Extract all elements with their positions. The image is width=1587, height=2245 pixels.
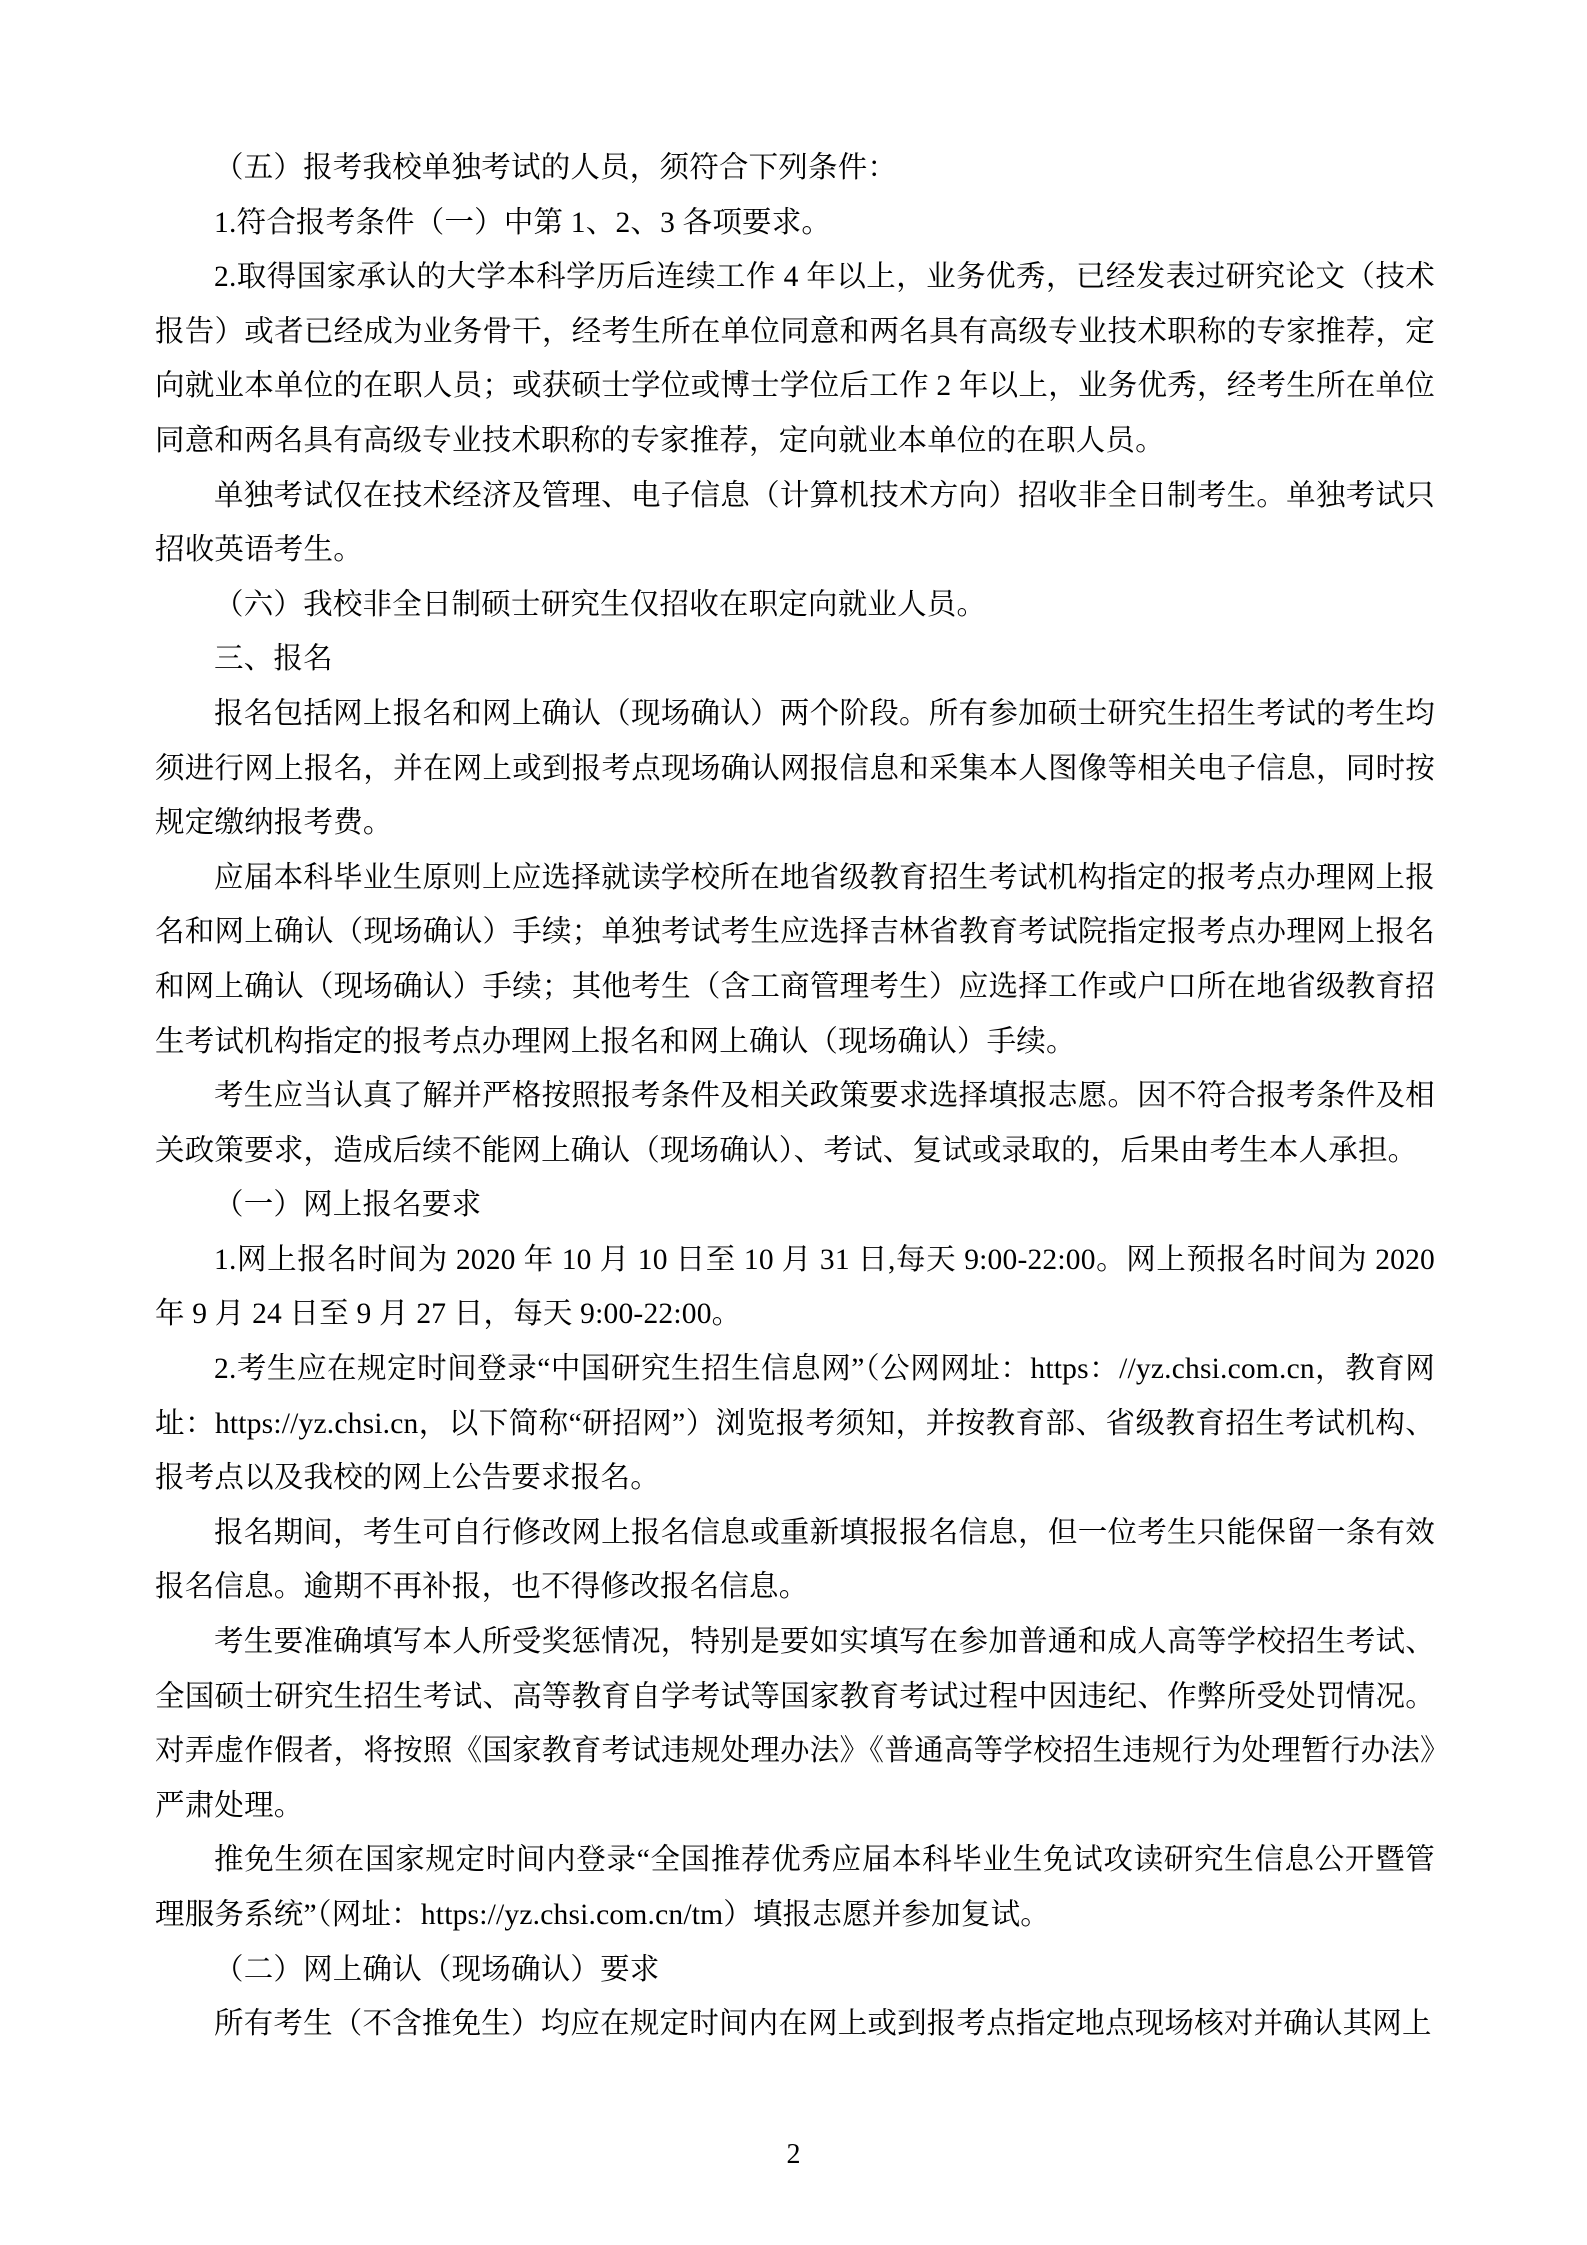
paragraph-item-2: 2.取得国家承认的大学本科学历后连续工作 4 年以上，业务优秀，已经发表过研究论文（技术报告）或者已经成为业务骨干，经考生所在单位同意和两名具有高级专业技术职称的专家推荐，定向就业本单位的在职人员；或获硕士学位或博士学位后工作 2 年以上，业务优秀，经考生所在单位同意和两名具有高级专业技术职称的专家推荐，定向就业本单位的在职人员。: [155, 261, 1435, 457]
section-3-title: 三、报名: [214, 643, 333, 676]
subsection-2-heading: （二）网上确认（现场确认）要求: [214, 1953, 660, 1986]
paragraph-rewards-punishments: 考生要准确填写本人所受奖惩情况，特别是要如实填写在参加普通和成人高等学校招生考试、全国硕士研究生招生考试、高等教育自学考试等国家教育考试过程中因违纪、作弊所受处罚情况。对弄虚作假者，将按照《国家教育考试违规处理办法》《普通高等学校招生违规行为处理暂行办法》严肃处理。: [155, 1626, 1435, 1822]
paragraph-6-heading: （六）我校非全日制硕士研究生仅招收在职定向就业人员。: [214, 588, 987, 621]
paragraph-tuimian: 推免生须在国家规定时间内登录“全国推荐优秀应届本科毕业生免试攻读研究生信息公开暨管理服务系统”（网址：https://yz.chsi.com.cn/tm）填报志愿并参加复试。: [155, 1844, 1435, 1931]
paragraph-item-1: 1.符合报考条件（一）中第 1、2、3 各项要求。: [214, 206, 832, 239]
paragraph-registration-overview: 报名包括网上报名和网上确认（现场确认）两个阶段。所有参加硕士研究生招生考试的考生均须进行网上报名，并在网上或到报考点现场确认网报信息和采集本人图像等相关电子信息，同时按规定缴纳报考费。: [155, 697, 1435, 840]
paragraph-modify-info: 报名期间，考生可自行修改网上报名信息或重新填报报名信息，但一位考生只能保留一条有效报名信息。逾期不再补报，也不得修改报名信息。: [155, 1516, 1435, 1604]
paragraph-online-time: 1.网上报名时间为 2020 年 10 月 10 日至 10 月 31 日,每天 9:00-22:00。网上预报名时间为 2020 年 9 月 24 日至 9 月 27 日，每天 9:00-22:00。: [155, 1243, 1435, 1331]
paragraph-exam-site-selection: 应届本科毕业生原则上应选择就读学校所在地省级教育招生考试机构指定的报考点办理网上报名和网上确认（现场确认）手续；单独考试考生应选择吉林省教育考试院指定报考点办理网上报名和网上确认（现场确认）手续；其他考生（含工商管理考生）应选择工作或户口所在地省级教育招生考试机构指定的报考点办理网上报名和网上确认（现场确认）手续。: [155, 861, 1435, 1058]
document-body: [155, 141, 1435, 2052]
paragraph-5-heading: （五）报考我校单独考试的人员，须符合下列条件：: [214, 152, 898, 184]
paragraph-single-exam: 单独考试仅在技术经济及管理、电子信息（计算机技术方向）招收非全日制考生。单独考试只招收英语考生。: [155, 479, 1435, 567]
paragraph-candidate-responsibility: 考生应当认真了解并严格按照报考条件及相关政策要求选择填报志愿。因不符合报考条件及相关政策要求，造成后续不能网上确认（现场确认）、考试、复试或录取的，后果由考生本人承担。: [155, 1080, 1435, 1167]
paragraph-chsi-website: 2.考生应在规定时间登录“中国研究生招生信息网”（公网网址：https：//yz.chsi.com.cn，教育网址：https://yz.chsi.cn，以下简称“研招网”）浏览报考须知，并按教育部、省级教育招生考试机构、报考点以及我校的网上公告要求报名。: [155, 1353, 1435, 1495]
page-number: 2: [786, 2139, 801, 2170]
paragraph-confirmation: 所有考生（不含推免生）均应在规定时间内在网上或到报考点指定地点现场核对并确认其网上: [214, 2008, 1432, 2041]
subsection-1-heading: （一）网上报名要求: [214, 1189, 482, 1222]
